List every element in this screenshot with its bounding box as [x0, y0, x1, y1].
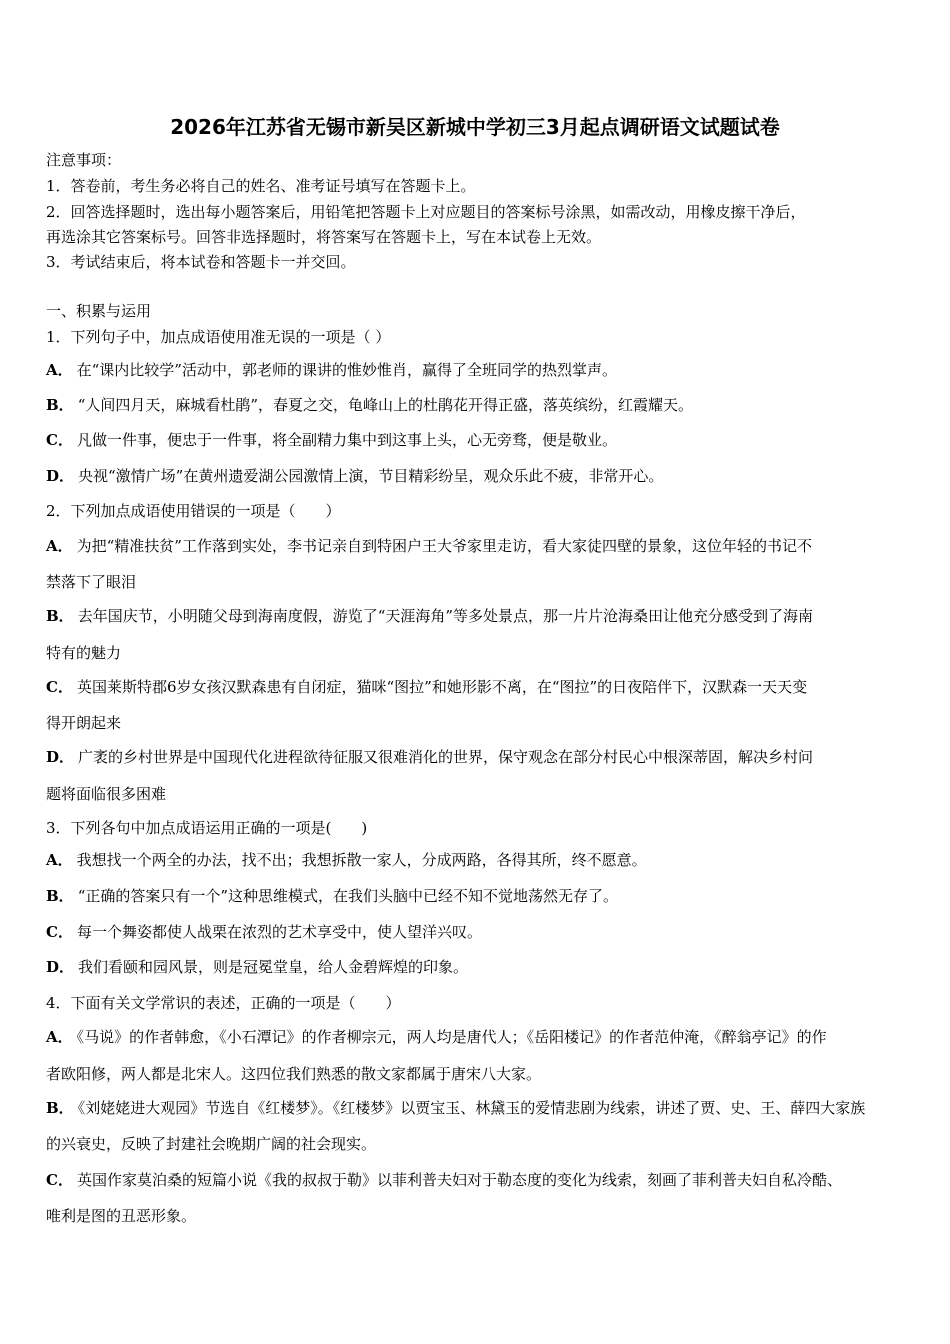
- option-text: 《马说》的作者韩愈，《小石潭记》的作者柳宗元，两人均是唐代人；《岳阳楼记》的作者范仲淹，《醉翁亭记》的作: [76, 1028, 827, 1046]
- option-label: B．: [46, 607, 74, 625]
- option-text: “人间四月天，麻城看杜鹃”，春夏之交，龟峰山上的杜鹃花开得正盛，落英缤纷，红霞耀天。: [77, 396, 694, 414]
- option-label: A．: [46, 851, 73, 869]
- option-c: [46, 1169, 842, 1191]
- notice-line: 1．答卷前，考生务必将自己的姓名、准考证号填写在答题卡上。: [46, 177, 476, 195]
- option-d: [46, 465, 663, 487]
- page-title: 2026年江苏省无锡市新吴区新城中学初三3月起点调研语文试题试卷: [170, 115, 780, 139]
- option-label: A．: [46, 537, 73, 555]
- option-text: “正确的答案只有一个”这种思维模式，在我们头脑中已经不知不觉地荡然无存了。: [77, 887, 619, 905]
- option-label: C．: [46, 678, 73, 696]
- option-b: [46, 885, 618, 907]
- option-text: 央视“激情广场”在黄州遗爱湖公园激情上演，节目精彩纷呈，观众乐此不疲，非常开心。: [78, 467, 664, 485]
- option-label: B．: [46, 1099, 74, 1117]
- section-heading: 一、积累与运用: [46, 302, 152, 320]
- notice-line: 再选涂其它答案标号。回答非选择题时，将答案写在答题卡上，写在本试卷上无效。: [46, 228, 602, 246]
- option-label: A．: [46, 1028, 73, 1046]
- option-text: 凡做一件事，便忠于一件事，将全副精力集中到这事上头，心无旁骛，便是敬业。: [76, 431, 617, 449]
- option-label: D．: [46, 467, 75, 485]
- option-a: [46, 1026, 827, 1048]
- option-label: C．: [46, 1171, 73, 1189]
- option-d-cont: 题将面临很多困难: [46, 785, 167, 803]
- option-label: B．: [46, 887, 74, 905]
- option-b: [46, 1097, 865, 1119]
- notice-line: 2．回答选择题时，选出每小题答案后，用铅笔把答题卡上对应题目的答案标号涂黑，如需改动，用橡皮擦干净后，: [46, 203, 806, 221]
- option-text: 我们看颐和园风景，则是冠冕堂皇，给人金碧辉煌的印象。: [78, 958, 469, 976]
- option-c: [46, 921, 482, 943]
- question-stem: 2．下列加点成语使用错误的一项是（ ）: [46, 502, 341, 520]
- option-a: [46, 535, 812, 557]
- option-text: 在“课内比较学”活动中，郭老师的课讲的惟妙惟肖，赢得了全班同学的热烈掌声。: [76, 361, 617, 379]
- option-c-cont: 唯利是图的丑恶形象。: [46, 1207, 197, 1225]
- option-d: [46, 956, 468, 978]
- option-text: 为把“精准扶贫”工作落到实处，李书记亲自到特困户王大爷家里走访，看大家徒四壁的景象，这位年轻的书记不: [76, 537, 812, 555]
- option-a-cont: 禁落下了眼泪: [46, 573, 137, 591]
- option-b: [46, 394, 693, 416]
- question-stem: 3．下列各句中加点成语运用正确的一项是( ): [46, 819, 368, 837]
- option-b: [46, 605, 813, 627]
- option-text: 每一个舞姿都使人战栗在浓烈的艺术享受中，使人望洋兴叹。: [76, 923, 482, 941]
- option-text: 广袤的乡村世界是中国现代化进程欲待征服又很难消化的世界，保守观念在部分村民心中根深蒂固，解决乡村问: [78, 748, 814, 766]
- question-stem: 1．下列句子中，加点成语使用准无误的一项是（ ）: [46, 328, 391, 346]
- notice-heading: 注意事项：: [46, 151, 122, 169]
- option-label: B．: [46, 396, 74, 414]
- option-label: D．: [46, 958, 75, 976]
- option-c-cont: 得开朗起来: [46, 714, 122, 732]
- option-text: 英国作家莫泊桑的短篇小说《我的叔叔于勒》以菲利普夫妇对于勒态度的变化为线索，刻画了菲利普夫妇自私冷酷、: [76, 1171, 842, 1189]
- option-text: 去年国庆节，小明随父母到海南度假，游览了“天涯海角”等多处景点，那一片片沧海桑田让他充分感受到了海南: [77, 607, 814, 625]
- option-b-cont: 的兴衰史，反映了封建社会晚期广阔的社会现实。: [46, 1135, 377, 1153]
- option-label: A．: [46, 361, 73, 379]
- option-text: 《刘姥姥进大观园》节选自《红楼梦》。《红楼梦》以贾宝玉、林黛玉的爱情悲剧为线索，讲述了贾、史、王、薛四大家族: [77, 1099, 866, 1117]
- option-text: 英国莱斯特郡6岁女孩汉默森患有自闭症，猫咪“图拉”和她形影不离，在“图拉”的日夜陪伴下，汉默森一天天变: [76, 678, 808, 696]
- question-stem: 4．下面有关文学常识的表述，正确的一项是（ ）: [46, 994, 401, 1012]
- notice-line: 3．考试结束后，将本试卷和答题卡一并交回。: [46, 253, 356, 271]
- option-a: [46, 359, 617, 381]
- option-a: [46, 849, 647, 871]
- option-label: D．: [46, 748, 75, 766]
- option-c: [46, 676, 807, 698]
- option-b-cont: 特有的魅力: [46, 644, 122, 662]
- option-a-cont: 者欧阳修，两人都是北宋人。这四位我们熟悉的散文家都属于唐宋八大家。: [46, 1065, 542, 1083]
- option-label: C．: [46, 923, 73, 941]
- option-label: C．: [46, 431, 73, 449]
- option-d: [46, 746, 813, 768]
- option-text: 我想找一个两全的办法，找不出；我想拆散一家人，分成两路，各得其所，终不愿意。: [76, 851, 647, 869]
- option-c: [46, 429, 617, 451]
